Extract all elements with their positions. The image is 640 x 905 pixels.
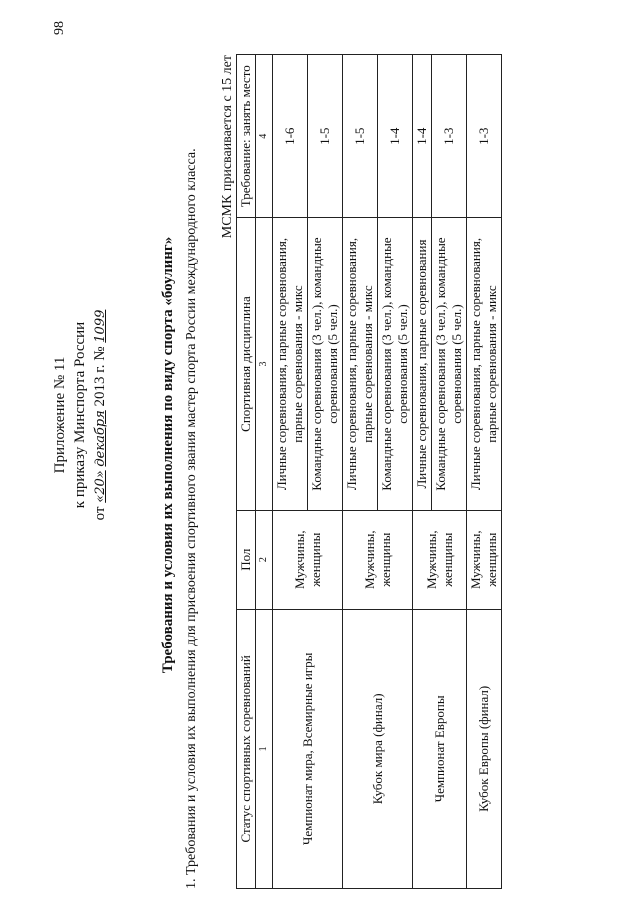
discipline-cell: Личные соревнования, парные соревнования, парные соревнования - микс xyxy=(273,218,308,510)
place-cell: 1-5 xyxy=(308,55,343,218)
header-discipline: Спортивная дисциплина xyxy=(237,218,256,510)
number-prefix: № xyxy=(92,346,108,361)
status-cell: Чемпионат мира, Всемирные игры xyxy=(273,609,343,888)
header-place: Требование: занять место xyxy=(237,55,256,218)
gender-cell: Мужчины, женщины xyxy=(467,510,502,609)
header-status: Статус спортивных соревнований xyxy=(237,609,256,888)
requirements-table xyxy=(236,54,502,889)
place-cell: 1-4 xyxy=(413,55,432,218)
table-row xyxy=(413,55,432,889)
discipline-cell: Личные соревнования, парные соревнования, парные соревнования - микс xyxy=(343,218,378,510)
appendix-line-2: к приказу Минспорта России xyxy=(72,321,88,509)
discipline-cell: Командные соревнования (3 чел.), командные соревнования (5 чел.) xyxy=(308,218,343,510)
date-year: 2013 г. xyxy=(92,364,108,407)
appendix-line-3 xyxy=(90,235,111,595)
page-number: 98 xyxy=(52,21,67,35)
discipline-cell: Личные соревнования, парные соревнования xyxy=(413,218,432,510)
table-row xyxy=(467,55,502,889)
column-number-row xyxy=(256,55,273,889)
table-header-row xyxy=(237,55,256,889)
table-row xyxy=(343,55,378,889)
date-day: «20» xyxy=(93,470,108,503)
msmk-age-note: МСМК присваивается с 15 лет xyxy=(220,55,235,239)
place-cell: 1-5 xyxy=(343,55,378,218)
column-number: 4 xyxy=(256,55,273,218)
header-gender: Пол xyxy=(237,510,256,609)
place-cell: 1-3 xyxy=(432,55,467,218)
date-prefix: от xyxy=(92,506,108,521)
discipline-cell: Командные соревнования (3 чел.), командные соревнования (5 чел.) xyxy=(432,218,467,510)
date-month: декабря xyxy=(93,410,108,467)
status-cell: Кубок мира (финал) xyxy=(343,609,413,888)
place-cell: 1-3 xyxy=(467,55,502,218)
order-number: 1099 xyxy=(93,309,108,343)
status-cell: Кубок Европы (финал) xyxy=(467,609,502,888)
place-cell: 1-4 xyxy=(378,55,413,218)
discipline-cell: Личные соревнования, парные соревнования, парные соревнования - микс xyxy=(467,218,502,510)
document-title: Требования и условия их выполнения по виду спорта «боулинг» xyxy=(160,236,176,674)
gender-cell: Мужчины, женщины xyxy=(273,510,343,609)
gender-cell: Мужчины, женщины xyxy=(343,510,413,609)
gender-cell: Мужчины, женщины xyxy=(413,510,467,609)
appendix-header xyxy=(50,235,111,595)
column-number: 1 xyxy=(256,609,273,888)
place-cell: 1-6 xyxy=(273,55,308,218)
intro-paragraph: 1. Требования и условия их выполнения для присвоения спортивного звания мастер спорта России международного класса. xyxy=(184,148,199,889)
status-cell: Чемпионат Европы xyxy=(413,609,467,888)
discipline-cell: Командные соревнования (3 чел.), командные соревнования (5 чел.) xyxy=(378,218,413,510)
column-number: 2 xyxy=(256,510,273,609)
table-row xyxy=(273,55,308,889)
rotated-document-page xyxy=(10,15,630,895)
column-number: 3 xyxy=(256,218,273,510)
appendix-line-1: Приложение № 11 xyxy=(52,356,68,474)
